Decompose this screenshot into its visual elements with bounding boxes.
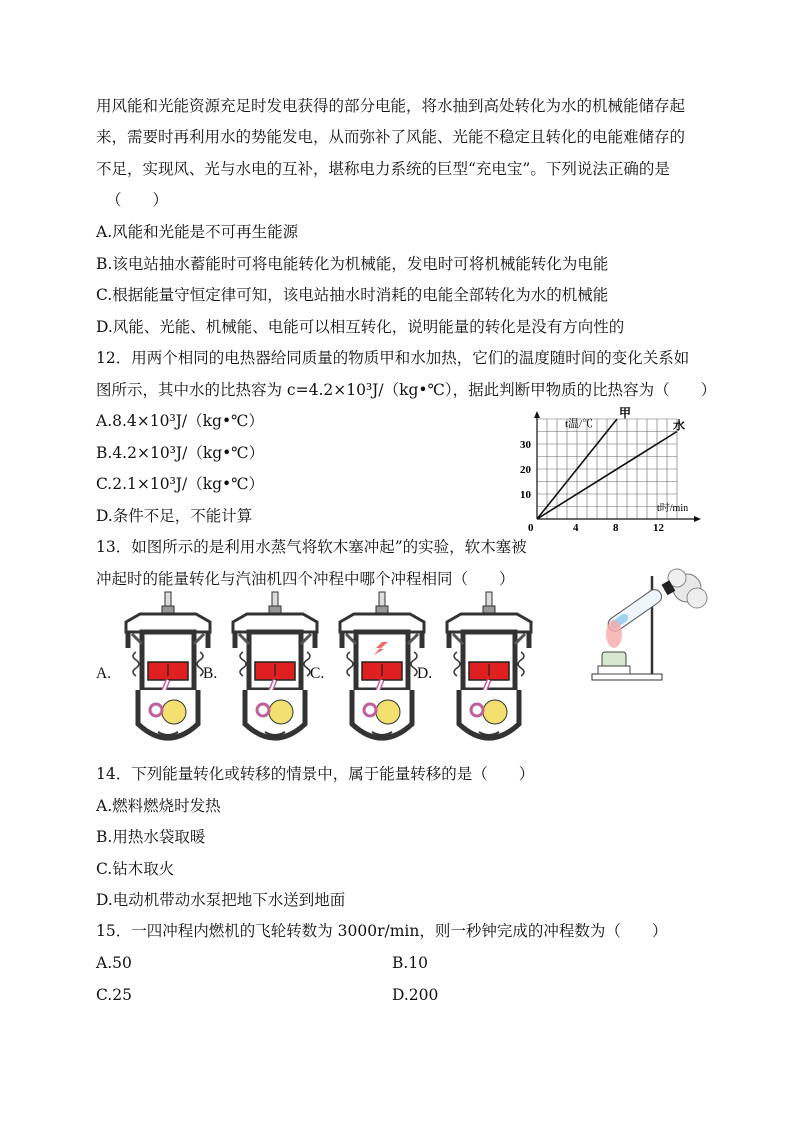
- q15-option-b: B.10: [392, 954, 429, 972]
- q15-option-a: A.50: [96, 954, 132, 972]
- q13-line-1: 13．如图所示的是利用水蒸气将软木塞冲起”的实验，软木塞被: [96, 538, 527, 556]
- flywheel: [483, 700, 507, 724]
- q15-line: 15．一四冲程内燃机的飞轮转数为 3000r/min，则一秒钟完成的冲程数为（ ）: [96, 922, 668, 940]
- chart-x-axis-arrow: [694, 516, 701, 522]
- q12-line-2: 图所示，其中水的比热容为 c=4.2×10³J/（kg•℃），据此判断甲物质的比热容为（ ）: [96, 381, 717, 399]
- spark-plug: [379, 592, 385, 606]
- chart-origin-label: 0: [528, 522, 534, 534]
- series-label-2: 水: [673, 418, 686, 433]
- q14-line: 14．下列能量转化或转移的情景中，属于能量转移的是（ ）: [96, 765, 535, 783]
- temperature-time-chart: [520, 405, 705, 540]
- flywheel: [162, 700, 186, 724]
- engine-label-c: C.: [310, 665, 325, 682]
- q11-line-3: 不足，实现风、光与水电的互补，堪称电力系统的巨型“充电宝”。下列说法正确的是: [96, 160, 670, 178]
- engine-diagram-b: [225, 592, 325, 750]
- q11-option-d: D.风能、光能、机械能、电能可以相互转化，说明能量的转化是没有方向性的: [96, 318, 625, 336]
- q11-line-2: 来，需要时再利用水的势能发电，从而弥补了风能、光能不稳定且转化的电能难储存的: [96, 128, 686, 146]
- q13-line-2: 冲起时的能量转化与汽油机四个冲程中哪个冲程相同（ ）: [96, 570, 515, 588]
- spark-plug: [486, 592, 492, 606]
- spark-plug: [165, 592, 171, 606]
- q15-option-c: C.25: [96, 986, 132, 1004]
- q14-option-a: A.燃料燃烧时发热: [96, 797, 221, 815]
- q11-option-b: B.该电站抽水蓄能时可将电能转化为机械能，发电时可将机械能转化为电能: [96, 255, 609, 273]
- lamp-platform: [598, 666, 630, 674]
- steam-cloud: [687, 588, 707, 608]
- engine-label-a: A.: [96, 665, 112, 682]
- q12-option-d: D.条件不足，不能计算: [96, 507, 253, 525]
- q15-option-d: D.200: [392, 986, 439, 1004]
- q12-option-a: A.8.4×10³J/（kg•℃）: [96, 412, 264, 430]
- series-label-1: 甲: [619, 406, 632, 420]
- q14-option-b: B.用热水袋取暖: [96, 828, 206, 846]
- stand-base: [592, 674, 662, 680]
- q12-option-b: B.4.2×10³J/（kg•℃）: [96, 444, 265, 462]
- y-tick-label: 20: [520, 464, 531, 476]
- chart-y-axis-arrow: [534, 411, 540, 418]
- y-tick-label: 10: [520, 489, 531, 501]
- engine-diagram-a: [118, 592, 218, 750]
- spark-plug: [272, 592, 278, 606]
- q11-option-a: A.风能和光能是不可再生能源: [96, 223, 299, 241]
- q12-option-c: C.2.1×10³J/（kg•℃）: [96, 475, 265, 493]
- engine-diagram-d: [439, 592, 539, 750]
- q14-option-d: D.电动机带动水泵把地下水送到地面: [96, 891, 346, 909]
- q11-answer-blank: （ ）: [106, 191, 169, 209]
- flywheel: [269, 700, 293, 724]
- q11-option-c: C.根据能量守恒定律可知，该电站抽水时消耗的电能全部转化为水的机械能: [96, 286, 609, 304]
- q12-line-1: 12．用两个相同的电热器给同质量的物质甲和水加热，它们的温度随时间的变化关系如: [96, 349, 690, 367]
- q11-line-1: 用风能和光能资源充足时发电获得的部分电能，将水抽到高处转化为水的机械能储存起: [96, 97, 686, 115]
- chart-grid: [537, 419, 677, 519]
- steam-cork-experiment-illustration: [584, 566, 714, 686]
- chart-y-label: t温/℃: [565, 418, 594, 430]
- engine-label-b: B.: [203, 665, 218, 682]
- chart-x-label: t时/min: [657, 503, 689, 514]
- x-tick-label: 12: [653, 522, 664, 534]
- engine-label-d: D.: [417, 665, 433, 682]
- x-tick-label: 8: [613, 522, 619, 534]
- y-tick-label: 30: [520, 439, 531, 451]
- q14-option-c: C.钻木取火: [96, 860, 175, 878]
- engine-diagram-c: [332, 592, 432, 750]
- x-tick-label: 4: [573, 522, 579, 534]
- flame: [606, 620, 622, 648]
- flywheel: [376, 700, 400, 724]
